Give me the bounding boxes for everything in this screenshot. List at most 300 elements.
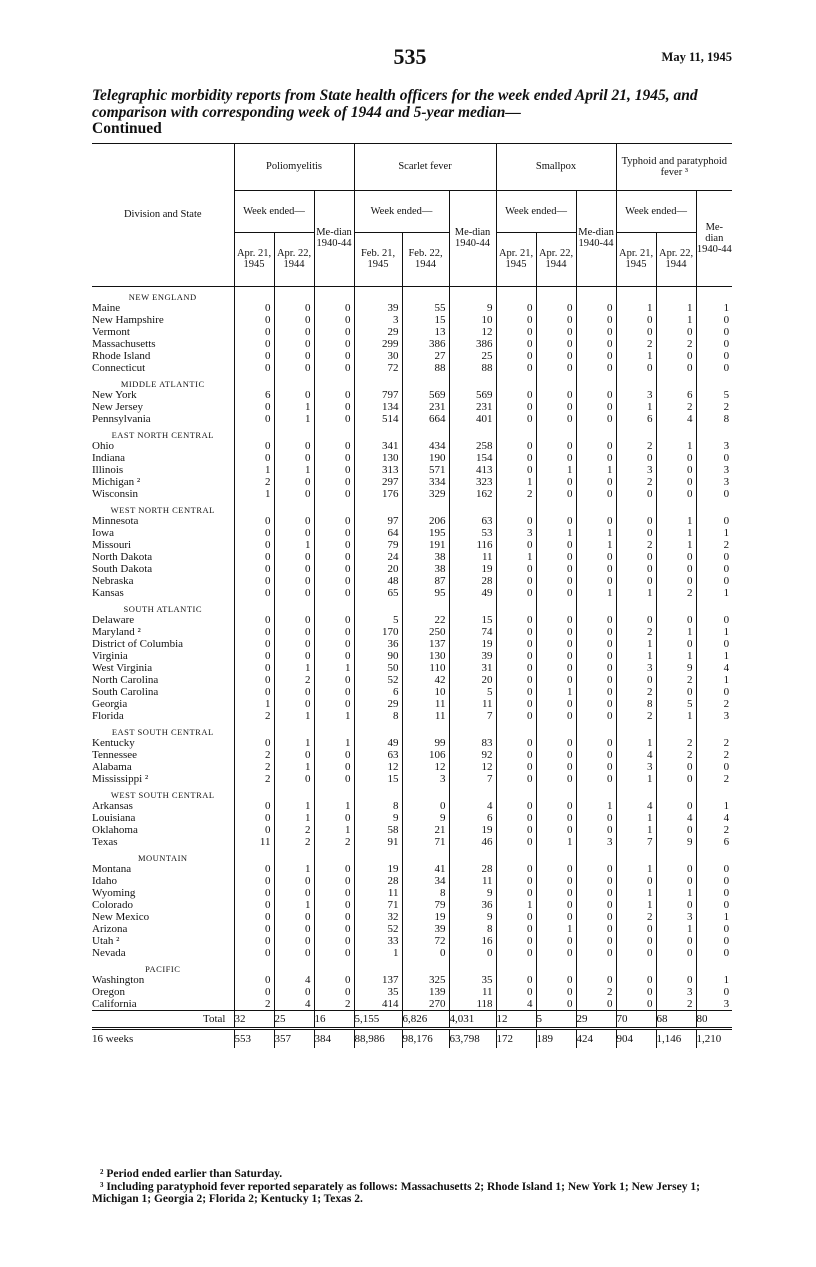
section-row xyxy=(92,599,732,614)
table-cell-empty xyxy=(496,599,536,614)
table-cell: 297 xyxy=(354,476,402,488)
state-name: West Virginia xyxy=(92,661,153,674)
table-cell: 3 xyxy=(576,836,616,848)
date-header: Apr. 22, 1944 xyxy=(536,232,576,286)
state-name: Ohio xyxy=(92,439,114,452)
table-cell: 0 xyxy=(576,314,616,326)
table-cell: 4 xyxy=(696,662,732,674)
table-cell-empty xyxy=(536,848,576,863)
table-cell: 52 xyxy=(354,923,402,935)
table-cell: 0 xyxy=(314,686,354,698)
state-name: Wyoming xyxy=(92,886,136,899)
table-cell: 0 xyxy=(449,947,496,959)
table-cell: 0 xyxy=(234,563,274,575)
table-cell: 514 xyxy=(354,413,402,425)
table-row xyxy=(92,686,732,698)
table-cell: 5 xyxy=(354,614,402,626)
table-cell: 1,210 xyxy=(696,1028,732,1048)
table-row xyxy=(92,476,732,488)
table-cell: 0 xyxy=(496,923,536,935)
table-cell: 39 xyxy=(354,302,402,314)
table-cell-empty xyxy=(656,425,696,440)
table-cell: 0 xyxy=(496,911,536,923)
table-cell: 0 xyxy=(696,314,732,326)
table-cell: 323 xyxy=(449,476,496,488)
table-cell-empty xyxy=(616,785,656,800)
table-cell: 0 xyxy=(314,923,354,935)
table-cell: 0 xyxy=(496,626,536,638)
table-cell-empty xyxy=(536,599,576,614)
table-cell: 0 xyxy=(234,974,274,986)
table-row xyxy=(92,974,732,986)
section-heading: MOUNTAIN xyxy=(137,852,188,863)
table-cell: 46 xyxy=(449,836,496,848)
table-cell-empty xyxy=(496,286,536,302)
table-cell: 258 xyxy=(449,440,496,452)
table-cell: 0 xyxy=(274,626,314,638)
table-cell: 2 xyxy=(616,338,656,350)
table-cell: 9 xyxy=(449,302,496,314)
table-cell: 0 xyxy=(314,698,354,710)
table-cell: 0 xyxy=(696,488,732,500)
table-cell: 130 xyxy=(354,452,402,464)
table-cell: 41 xyxy=(402,863,449,875)
table-cell: 63 xyxy=(449,515,496,527)
table-cell: 1 xyxy=(536,686,576,698)
median-header: Me-dian 1940-44 xyxy=(449,190,496,286)
table-cell: 0 xyxy=(402,800,449,812)
table-cell-empty xyxy=(576,286,616,302)
table-cell: 0 xyxy=(536,452,576,464)
table-cell: 1 xyxy=(656,923,696,935)
table-cell-empty xyxy=(274,286,314,302)
table-cell: 1 xyxy=(616,650,656,662)
table-cell: 0 xyxy=(496,515,536,527)
table-cell: 0 xyxy=(234,326,274,338)
table-cell: 6 xyxy=(354,686,402,698)
table-cell: 0 xyxy=(576,638,616,650)
state-name: Montana xyxy=(92,862,132,875)
state-name: Maryland ² xyxy=(92,625,141,638)
state-name: Wisconsin xyxy=(92,487,138,500)
table-cell: 162 xyxy=(449,488,496,500)
table-row xyxy=(92,899,732,911)
morbidity-table xyxy=(92,144,732,1048)
table-cell-empty xyxy=(656,500,696,515)
table-cell: 0 xyxy=(234,935,274,947)
table-cell-empty xyxy=(696,374,732,389)
section-heading: EAST NORTH CENTRAL xyxy=(111,429,214,440)
table-cell: 15 xyxy=(449,614,496,626)
table-cell-empty xyxy=(354,848,402,863)
table-cell: 0 xyxy=(656,464,696,476)
table-cell: 2 xyxy=(656,998,696,1011)
table-cell-empty xyxy=(616,722,656,737)
table-row xyxy=(92,761,732,773)
table-cell: 1 xyxy=(616,638,656,650)
table-cell: 3 xyxy=(354,314,402,326)
median-header: Me-dian 1940-44 xyxy=(696,190,732,286)
date-header: Apr. 22, 1944 xyxy=(656,232,696,286)
table-cell: 7 xyxy=(616,836,656,848)
table-cell: 0 xyxy=(576,551,616,563)
table-cell: 1 xyxy=(274,662,314,674)
table-cell-empty xyxy=(656,848,696,863)
table-cell-empty xyxy=(449,286,496,302)
table-cell: 0 xyxy=(274,527,314,539)
table-cell: 0 xyxy=(656,362,696,374)
table-row xyxy=(92,674,732,686)
table-cell: 50 xyxy=(354,662,402,674)
table-cell: 19 xyxy=(449,563,496,575)
state-name: Kentucky xyxy=(92,736,135,749)
table-cell: 0 xyxy=(234,911,274,923)
table-cell: 1 xyxy=(656,710,696,722)
table-cell: 6 xyxy=(234,389,274,401)
table-cell: 0 xyxy=(696,923,732,935)
table-cell: 0 xyxy=(536,899,576,911)
table-cell-empty xyxy=(576,848,616,863)
table-cell: 401 xyxy=(449,413,496,425)
state-name: Texas xyxy=(92,835,118,848)
table-cell-empty xyxy=(234,848,274,863)
table-cell-empty xyxy=(536,722,576,737)
table-cell: 2 xyxy=(234,710,274,722)
table-cell: 130 xyxy=(402,650,449,662)
table-cell: 0 xyxy=(314,338,354,350)
table-cell: 0 xyxy=(496,974,536,986)
state-name: Maine xyxy=(92,301,121,314)
table-cell: 0 xyxy=(536,761,576,773)
table-cell: 2 xyxy=(616,710,656,722)
table-cell: 0 xyxy=(496,563,536,575)
table-cell: 88 xyxy=(402,362,449,374)
table-body xyxy=(92,286,732,1048)
table-cell: 0 xyxy=(274,362,314,374)
section-row xyxy=(92,959,732,974)
table-cell: 0 xyxy=(274,350,314,362)
table-row xyxy=(92,863,732,875)
table-cell: 95 xyxy=(402,587,449,599)
table-cell: 0 xyxy=(496,935,536,947)
table-cell: 0 xyxy=(656,488,696,500)
state-name: Arkansas xyxy=(92,799,133,812)
state-name: Massachusetts xyxy=(92,337,156,350)
table-cell: 0 xyxy=(496,350,536,362)
table-cell: 8 xyxy=(402,887,449,899)
table-row xyxy=(92,947,732,959)
table-cell-empty xyxy=(496,785,536,800)
table-cell: 1 xyxy=(696,626,732,638)
table-cell-empty xyxy=(616,425,656,440)
section-row xyxy=(92,722,732,737)
table-cell-empty xyxy=(449,785,496,800)
table-cell: 3 xyxy=(616,761,656,773)
table-cell-empty xyxy=(402,959,449,974)
table-cell: 250 xyxy=(402,626,449,638)
table-cell: 1 xyxy=(616,812,656,824)
table-cell: 63 xyxy=(354,749,402,761)
table-cell: 0 xyxy=(496,452,536,464)
table-cell: 0 xyxy=(656,824,696,836)
state-name: Washington xyxy=(92,973,145,986)
table-cell: 0 xyxy=(616,674,656,686)
table-cell-empty xyxy=(274,722,314,737)
table-cell: 28 xyxy=(449,863,496,875)
table-cell: 0 xyxy=(314,440,354,452)
table-cell: 3 xyxy=(696,476,732,488)
table-cell-empty xyxy=(696,785,732,800)
table-cell: 11 xyxy=(354,887,402,899)
table-cell: 0 xyxy=(314,488,354,500)
table-cell: 0 xyxy=(656,614,696,626)
table-cell: 0 xyxy=(496,413,536,425)
table-cell: 1 xyxy=(656,314,696,326)
table-cell: 0 xyxy=(536,515,576,527)
table-cell-empty xyxy=(354,722,402,737)
table-cell: 0 xyxy=(234,875,274,887)
table-cell: 4,031 xyxy=(449,1010,496,1028)
table-cell: 0 xyxy=(536,575,576,587)
table-title-text: Telegraphic morbidity reports from State health officers for the week ended April 21, 1945, and comparison with corresponding week of 1944 and 5-year median— xyxy=(92,87,698,121)
table-cell: 0 xyxy=(696,326,732,338)
table-cell: 8 xyxy=(616,698,656,710)
table-cell: 70 xyxy=(616,1010,656,1028)
table-cell: 0 xyxy=(696,614,732,626)
state-name: New York xyxy=(92,388,137,401)
table-cell: 2 xyxy=(696,698,732,710)
state-name: Rhode Island xyxy=(92,349,151,362)
table-cell: 5 xyxy=(536,1010,576,1028)
table-row xyxy=(92,923,732,935)
table-cell: 1 xyxy=(656,527,696,539)
table-cell: 1 xyxy=(656,650,696,662)
table-cell: 189 xyxy=(536,1028,576,1048)
section-heading: WEST SOUTH CENTRAL xyxy=(110,789,215,800)
table-cell-empty xyxy=(656,785,696,800)
table-cell: 0 xyxy=(314,389,354,401)
table-cell: 5 xyxy=(696,389,732,401)
table-cell: 8 xyxy=(354,800,402,812)
table-cell: 28 xyxy=(354,875,402,887)
table-cell: 0 xyxy=(536,563,576,575)
table-cell: 1 xyxy=(496,899,536,911)
state-name: Connecticut xyxy=(92,361,146,374)
state-name: Kansas xyxy=(92,586,124,599)
table-cell: 0 xyxy=(234,899,274,911)
table-cell-empty xyxy=(449,722,496,737)
table-cell: 0 xyxy=(234,887,274,899)
table-cell: 4 xyxy=(274,998,314,1011)
table-cell: 0 xyxy=(234,737,274,749)
table-cell: 0 xyxy=(496,587,536,599)
table-cell: 0 xyxy=(576,899,616,911)
table-cell: 139 xyxy=(402,986,449,998)
table-cell: 5,155 xyxy=(354,1010,402,1028)
table-cell: 1 xyxy=(274,464,314,476)
group-header-smallpox: Smallpox xyxy=(496,144,616,190)
table-cell: 0 xyxy=(696,638,732,650)
table-cell: 9 xyxy=(449,911,496,923)
table-cell: 2 xyxy=(696,401,732,413)
table-cell: 1 xyxy=(314,800,354,812)
table-cell: 0 xyxy=(696,515,732,527)
table-cell: 0 xyxy=(234,350,274,362)
table-cell: 1 xyxy=(656,539,696,551)
table-cell: 88 xyxy=(449,362,496,374)
table-cell: 6 xyxy=(656,389,696,401)
table-cell: 0 xyxy=(314,749,354,761)
table-row xyxy=(92,551,732,563)
table-cell: 2 xyxy=(696,539,732,551)
table-row xyxy=(92,911,732,923)
table-cell: 0 xyxy=(576,875,616,887)
table-cell: 116 xyxy=(449,539,496,551)
table-cell: 0 xyxy=(536,800,576,812)
table-cell-empty xyxy=(449,599,496,614)
table-cell: 0 xyxy=(274,911,314,923)
state-name: South Dakota xyxy=(92,562,153,575)
table-row xyxy=(92,326,732,338)
table-cell: 1 xyxy=(536,923,576,935)
table-cell: 0 xyxy=(314,575,354,587)
table-cell: 0 xyxy=(496,710,536,722)
page-date: May 11, 1945 xyxy=(661,50,732,64)
table-cell: 4 xyxy=(274,974,314,986)
state-name: Alabama xyxy=(92,760,132,773)
table-cell: 15 xyxy=(354,773,402,785)
table-cell: 0 xyxy=(656,875,696,887)
table-cell: 0 xyxy=(274,947,314,959)
table-cell: 19 xyxy=(354,863,402,875)
table-cell: 83 xyxy=(449,737,496,749)
table-cell: 553 xyxy=(234,1028,274,1048)
state-name: Pennsylvania xyxy=(92,412,151,425)
state-name: New Jersey xyxy=(92,400,144,413)
date-header: Apr. 22, 1944 xyxy=(274,232,314,286)
table-cell: 0 xyxy=(656,686,696,698)
table-cell: 2 xyxy=(696,773,732,785)
table-cell: 1 xyxy=(656,887,696,899)
table-cell: 0 xyxy=(696,551,732,563)
table-cell: 386 xyxy=(402,338,449,350)
table-cell-empty xyxy=(496,500,536,515)
table-cell: 58 xyxy=(354,824,402,836)
date-header: Apr. 21, 1945 xyxy=(496,232,536,286)
table-cell: 32 xyxy=(234,1010,274,1028)
table-row xyxy=(92,650,732,662)
table-cell-empty xyxy=(656,599,696,614)
table-cell-empty xyxy=(402,599,449,614)
table-cell: 8 xyxy=(696,413,732,425)
table-cell: 0 xyxy=(656,350,696,362)
table-cell: 1 xyxy=(696,587,732,599)
table-cell: 1 xyxy=(536,836,576,848)
table-cell: 0 xyxy=(536,875,576,887)
table-cell: 5 xyxy=(449,686,496,698)
table-cell: 2 xyxy=(656,674,696,686)
table-cell: 434 xyxy=(402,440,449,452)
table-cell: 0 xyxy=(314,911,354,923)
table-cell: 9 xyxy=(656,662,696,674)
table-cell: 1 xyxy=(234,698,274,710)
table-cell: 0 xyxy=(274,587,314,599)
table-row xyxy=(92,749,732,761)
table-cell: 0 xyxy=(274,551,314,563)
table-cell: 0 xyxy=(536,401,576,413)
table-cell: 0 xyxy=(274,698,314,710)
table-cell-empty xyxy=(274,425,314,440)
table-cell: 664 xyxy=(402,413,449,425)
table-cell: 1 xyxy=(234,488,274,500)
table-cell-empty xyxy=(449,959,496,974)
table-cell-empty xyxy=(314,374,354,389)
median-header: Me-dian 1940-44 xyxy=(314,190,354,286)
table-cell: 0 xyxy=(616,875,656,887)
table-cell: 5 xyxy=(656,698,696,710)
table-cell: 36 xyxy=(354,638,402,650)
table-cell: 0 xyxy=(656,551,696,563)
table-cell: 0 xyxy=(536,614,576,626)
table-cell: 0 xyxy=(402,947,449,959)
table-cell: 2 xyxy=(696,737,732,749)
table-cell: 63,798 xyxy=(449,1028,496,1048)
table-cell: 134 xyxy=(354,401,402,413)
table-cell: 0 xyxy=(314,326,354,338)
table-cell: 0 xyxy=(696,863,732,875)
table-cell: 0 xyxy=(536,824,576,836)
table-cell: 1 xyxy=(314,737,354,749)
table-cell: 0 xyxy=(576,401,616,413)
table-cell: 2 xyxy=(616,626,656,638)
table-cell-empty xyxy=(656,286,696,302)
table-cell: 0 xyxy=(234,662,274,674)
table-cell: 1 xyxy=(696,911,732,923)
table-cell: 0 xyxy=(576,338,616,350)
table-cell: 0 xyxy=(696,761,732,773)
table-cell: 0 xyxy=(576,452,616,464)
table-cell: 6 xyxy=(696,836,732,848)
state-name: Minnesota xyxy=(92,514,139,527)
section-heading: NEW ENGLAND xyxy=(128,291,197,302)
table-cell: 341 xyxy=(354,440,402,452)
table-cell: 569 xyxy=(402,389,449,401)
table-cell: 0 xyxy=(536,413,576,425)
table-cell: 0 xyxy=(496,800,536,812)
table-cell: 1 xyxy=(314,824,354,836)
table-row xyxy=(92,887,732,899)
table-cell: 97 xyxy=(354,515,402,527)
table-cell: 92 xyxy=(449,749,496,761)
table-cell: 313 xyxy=(354,464,402,476)
table-row xyxy=(92,587,732,599)
table-cell: 25 xyxy=(274,1010,314,1028)
table-cell-empty xyxy=(576,425,616,440)
week-ended-header: Week ended— xyxy=(616,190,696,232)
table-cell: 0 xyxy=(234,614,274,626)
table-cell: 0 xyxy=(234,413,274,425)
table-cell-empty xyxy=(656,374,696,389)
table-cell-empty xyxy=(449,500,496,515)
table-cell: 0 xyxy=(234,551,274,563)
table-cell: 2 xyxy=(616,539,656,551)
table-cell: 35 xyxy=(354,986,402,998)
table-cell: 0 xyxy=(576,440,616,452)
table-cell: 0 xyxy=(314,614,354,626)
table-cell: 0 xyxy=(696,563,732,575)
table-cell: 0 xyxy=(656,800,696,812)
table-cell: 0 xyxy=(234,575,274,587)
